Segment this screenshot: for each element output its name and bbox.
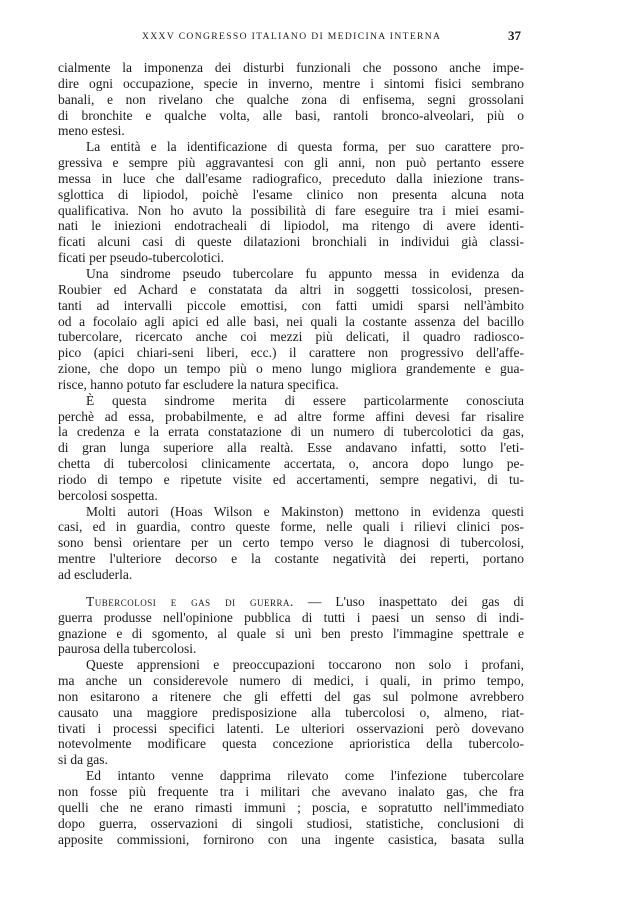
text-line: È questa sindrome merita di essere particolarmente conosciuta	[86, 392, 524, 408]
text-line: bercolosi sospetta.	[58, 487, 158, 503]
text-line: mentre l'ulteriore decorso e la costante negatività dei reperti, portano	[58, 551, 524, 567]
text-line: non esitarono a ritenere che gli effetti del gas sul polmone avrebbero	[58, 688, 524, 704]
text-line: ficati per pseudo-tubercolotici.	[58, 250, 225, 266]
text-line: chetta di tubercolosi clinicamente accertata, o, ancora dopo lungo pe-	[58, 456, 524, 472]
text-line: dopo guerra, osservazioni di singoli studiosi, statistiche, conclusioni di	[58, 815, 524, 831]
text-line: Molti autori (Hoas Wilson e Makinston) mettono in evidenza questi	[86, 503, 524, 519]
text-fragment: — L'uso inaspettato dei gas di	[293, 593, 524, 609]
paragraph	[58, 139, 524, 266]
text-line: Una sindrome pseudo tubercolare fu appunto messa in evidenza da	[86, 265, 524, 281]
text-line: Roubier ed Achard e constatata da altri in soggetti tossicolosi, presen-	[58, 281, 524, 297]
text-line: ma anche un considerevole numero di medici, i quali, in primo tempo,	[58, 673, 524, 689]
text-line	[58, 594, 524, 610]
text-line: meno estesi.	[58, 123, 125, 139]
text-line: ficati alcuni casi di queste dilatazioni bronchiali in individui già classi-	[58, 234, 524, 250]
section-heading: Tubercolosi e gas di guerra.	[86, 593, 294, 609]
paragraph	[58, 504, 524, 583]
text-line: sono bensì orientare per un certo tempo verso le diagnosi di tubercolosi,	[58, 535, 524, 551]
paragraph	[58, 266, 524, 393]
text-line: messa in luce che dall'esame radiografico, preceduto dalla iniezione trans-	[58, 170, 524, 186]
paragraph	[58, 657, 524, 768]
text-line: od a focolaio agli apici ed alle basi, nei quali la costante assenza del bacillo	[58, 313, 524, 329]
section-spacer	[58, 583, 524, 594]
section-paragraph	[58, 594, 524, 657]
text-line: dire ogni occupazione, specie in inverno, mentre i sintomi fisici sembrano	[58, 75, 524, 91]
text-line: guerra produsse nell'opinione pubblica di tutti i paesi un senso di indi-	[58, 609, 524, 625]
text-line: di gran lunga superiore alla realtà. Esse andavano infatti, sotto l'eti-	[58, 440, 524, 456]
text-line: Queste apprensioni e preoccupazioni toccarono non solo i profani,	[86, 657, 524, 673]
text-line: ad escluderla.	[58, 567, 133, 582]
text-line: qualificativa. Non ho avuto la possibilità di fare eseguire tra i miei esami-	[58, 202, 524, 218]
text-line: banali, e non rivelano che qualche zona di enfisema, segni grossolani	[58, 91, 524, 107]
page-number: 37	[508, 28, 521, 43]
text-line: cialmente la imponenza dei disturbi funzionali che possono anche impe-	[58, 60, 524, 75]
text-line: non fosse più frequente tra i militari che avevano inalato gas, che fra	[58, 783, 524, 799]
paragraph	[58, 393, 524, 504]
text-line: La entità e la identificazione di questa forma, per suo carattere pro-	[86, 139, 524, 155]
text-line: apposite commissioni, fornirono con una ingente casistica, basata sulla	[58, 831, 524, 847]
text-line: notevolmente modificare questa concezione aprioristica della tubercolo-	[58, 736, 524, 752]
running-head-title: XXXV CONGRESSO ITALIANO DI MEDICINA INTERNA	[142, 31, 442, 42]
paragraph	[58, 60, 524, 139]
text-line: risce, hanno potuto far escludere la natura specifica.	[58, 376, 339, 392]
paragraph	[58, 768, 524, 847]
text-line: si da gas.	[58, 752, 108, 768]
running-header	[58, 30, 521, 48]
text-line: di bronchite e qualche volta, alle basi, rantoli bronco-alveolari, più o	[58, 107, 524, 123]
document-body	[58, 60, 524, 847]
text-line: causato una maggiore predisposizione alla tubercolosi o, almeno, riat-	[58, 704, 524, 720]
text-line: Ed intanto venne dapprima rilevato come l'infezione tubercolare	[86, 768, 524, 784]
text-line: tubercolare, ricercato anche coi mezzi più delicati, il quadro radiosco-	[58, 329, 524, 345]
text-line: pico (apici chiari-seni liberi, ecc.) il carattere non progressivo dell'affe-	[58, 345, 524, 361]
text-line: sglottica di lipiodol, poichè l'esame clinico non presenta alcuna nota	[58, 186, 524, 202]
text-line: casi, ed in guardia, contro queste forme, nelle quali i rilievi clinici pos-	[58, 519, 524, 535]
text-line: paurosa della tubercolosi.	[58, 641, 197, 657]
text-line: gnazione e di sgomento, al quale si unì ben presto l'immagine spettrale e	[58, 625, 524, 641]
text-line: gressiva e sempre più aggravantesi con gli anni, non può pertanto essere	[58, 155, 524, 171]
text-line: la credenza e la errata constatazione di un numero di tubercolotici da gas,	[58, 424, 524, 440]
text-line: tivati i processi specifici latenti. Le ulteriori osservazioni però dovevano	[58, 720, 524, 736]
text-line: tanti ad intervalli piccole emottisi, con fatti umidi sparsi nell'àmbito	[58, 297, 524, 313]
text-line: zione, che dopo un tempo più o meno lungo migliora grandemente e gua-	[58, 361, 524, 377]
text-line: quelli che ne erano rimasti immuni ; poscia, e sopratutto nell'immediato	[58, 799, 524, 815]
text-line: riodo di tempo e ripetute visite ed accertamenti, sempre negativi, di tu-	[58, 471, 524, 487]
text-line: perchè ad essa, probabilmente, e ad altre forme affini devesi far risalire	[58, 408, 524, 424]
text-line: nati le iniezioni endotracheali di lipiodol, ma ritengo di avere identi-	[58, 218, 524, 234]
